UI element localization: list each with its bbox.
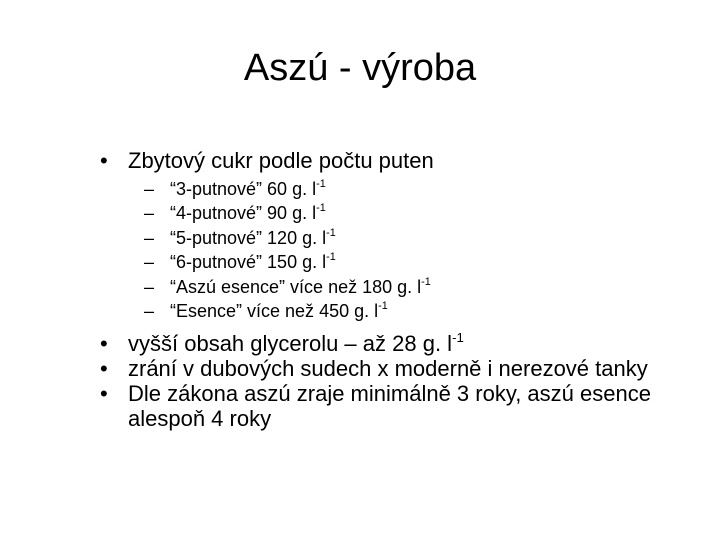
bullet-item [100,331,680,356]
unit-exponent: -1 [316,177,326,190]
bullet-dot-icon: • [100,381,108,407]
sub-item-text: “4-putnové” 90 g. l [170,203,317,224]
bullet-dot-icon: • [100,331,108,357]
bullet-text: Zbytový cukr podle počtu puten [128,148,434,173]
bullet-item [100,381,680,431]
unit-exponent: -1 [378,299,388,312]
bullet-dot-icon: • [100,148,108,173]
sub-list-item [100,250,680,274]
sub-item-text: “Esence” více než 450 g. l [170,301,379,322]
unit-exponent: -1 [316,202,326,215]
sub-list-item [100,177,680,201]
bullet-text: zrání v dubových sudech x moderně i nerezové tanky [128,356,648,382]
dash-icon: – [144,227,155,248]
sub-list-item [100,299,680,323]
sub-list [100,177,680,323]
dash-icon: – [144,301,155,322]
slide-content [100,148,680,431]
bullet-item [100,356,680,381]
unit-exponent: -1 [421,275,431,288]
slide-title: Aszú - výroba [243,47,477,89]
sub-list-item [100,201,680,225]
sub-item-text: “Aszú esence” více než 180 g. l [170,276,422,297]
dash-icon: – [144,179,155,199]
sub-item-text: “5-putnové” 120 g. l [170,227,327,248]
sub-list-item [100,275,680,299]
bullet-text: vyšší obsah glycerolu – až 28 g. l [128,331,453,357]
dash-icon: – [144,276,155,297]
dash-icon: – [144,252,155,273]
unit-exponent: -1 [452,329,464,345]
bullet-dot-icon: • [100,356,108,382]
sub-list-item [100,226,680,250]
sub-item-text: “6-putnové” 150 g. l [170,252,327,273]
sub-item-text: “3-putnové” 60 g. l [170,179,317,199]
dash-icon: – [144,203,155,224]
bullet-text: Dle zákona aszú zraje minimálně 3 roky, aszú esence alespoň 4 roky [128,381,651,432]
bullet-item [100,148,680,173]
unit-exponent: -1 [326,226,336,239]
unit-exponent: -1 [326,251,336,264]
